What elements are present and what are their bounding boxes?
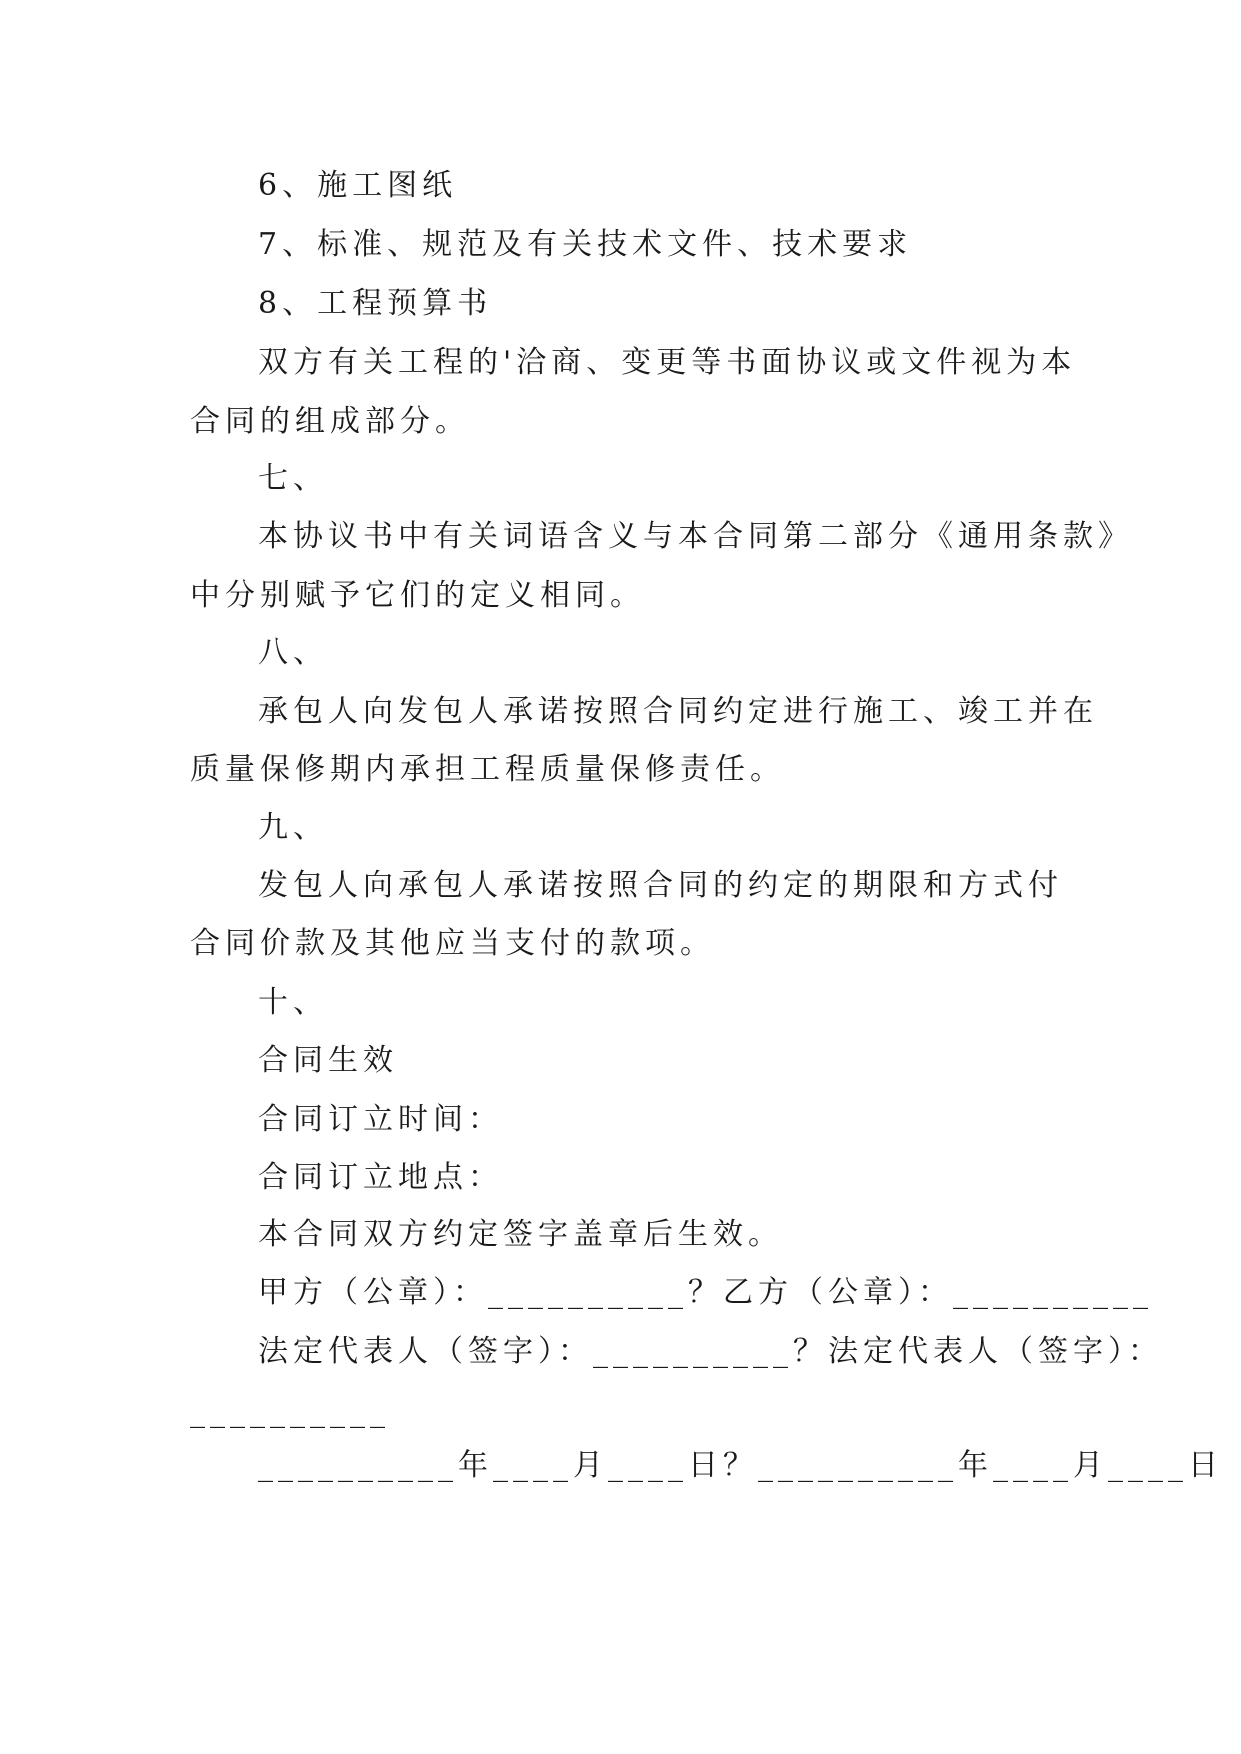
paragraph-line: 本协议书中有关词语含义与本合同第二部分《通用条款》 — [258, 519, 1133, 554]
paragraph-line: 中分别赋予它们的定义相同。 — [190, 578, 645, 613]
signing-place-field: 合同订立地点： — [258, 1160, 503, 1195]
section-heading-nine: 九、 — [258, 810, 328, 845]
clause-7-item: 7、标准、规范及有关技术文件、技术要求 — [258, 227, 913, 262]
paragraph-line: 承包人向发包人承诺按照合同约定进行施工、竣工并在 — [258, 694, 1098, 729]
clause-8-item: 8、工程预算书 — [258, 286, 493, 321]
signing-time-field: 合同订立时间： — [258, 1102, 503, 1137]
legal-representative-line: 法定代表人（签字）：__________？法定代表人（签字）： — [258, 1334, 1163, 1369]
section-heading-eight: 八、 — [258, 635, 328, 670]
paragraph-line: 合同的组成部分。 — [190, 404, 470, 439]
clause-6-item: 6、施工图纸 — [258, 168, 458, 203]
paragraph-line: 本合同双方约定签字盖章后生效。 — [258, 1217, 783, 1252]
party-seal-line: 甲方（公章）：__________？乙方（公章）：__________ — [258, 1275, 1153, 1310]
section-heading-seven: 七、 — [258, 461, 328, 496]
date-line: __________年____月____日？__________年____月____日 — [258, 1448, 1223, 1483]
paragraph-line: 合同生效 — [258, 1043, 398, 1078]
paragraph-line: 合同价款及其他应当支付的款项。 — [190, 926, 715, 961]
section-heading-ten: 十、 — [258, 985, 328, 1020]
signature-blank: __________ — [190, 1394, 390, 1429]
paragraph-line: 双方有关工程的'洽商、变更等书面协议或文件视为本 — [258, 345, 1077, 380]
paragraph-line: 质量保修期内承担工程质量保修责任。 — [190, 752, 785, 787]
paragraph-line: 发包人向承包人承诺按照合同的约定的期限和方式付 — [258, 868, 1063, 903]
